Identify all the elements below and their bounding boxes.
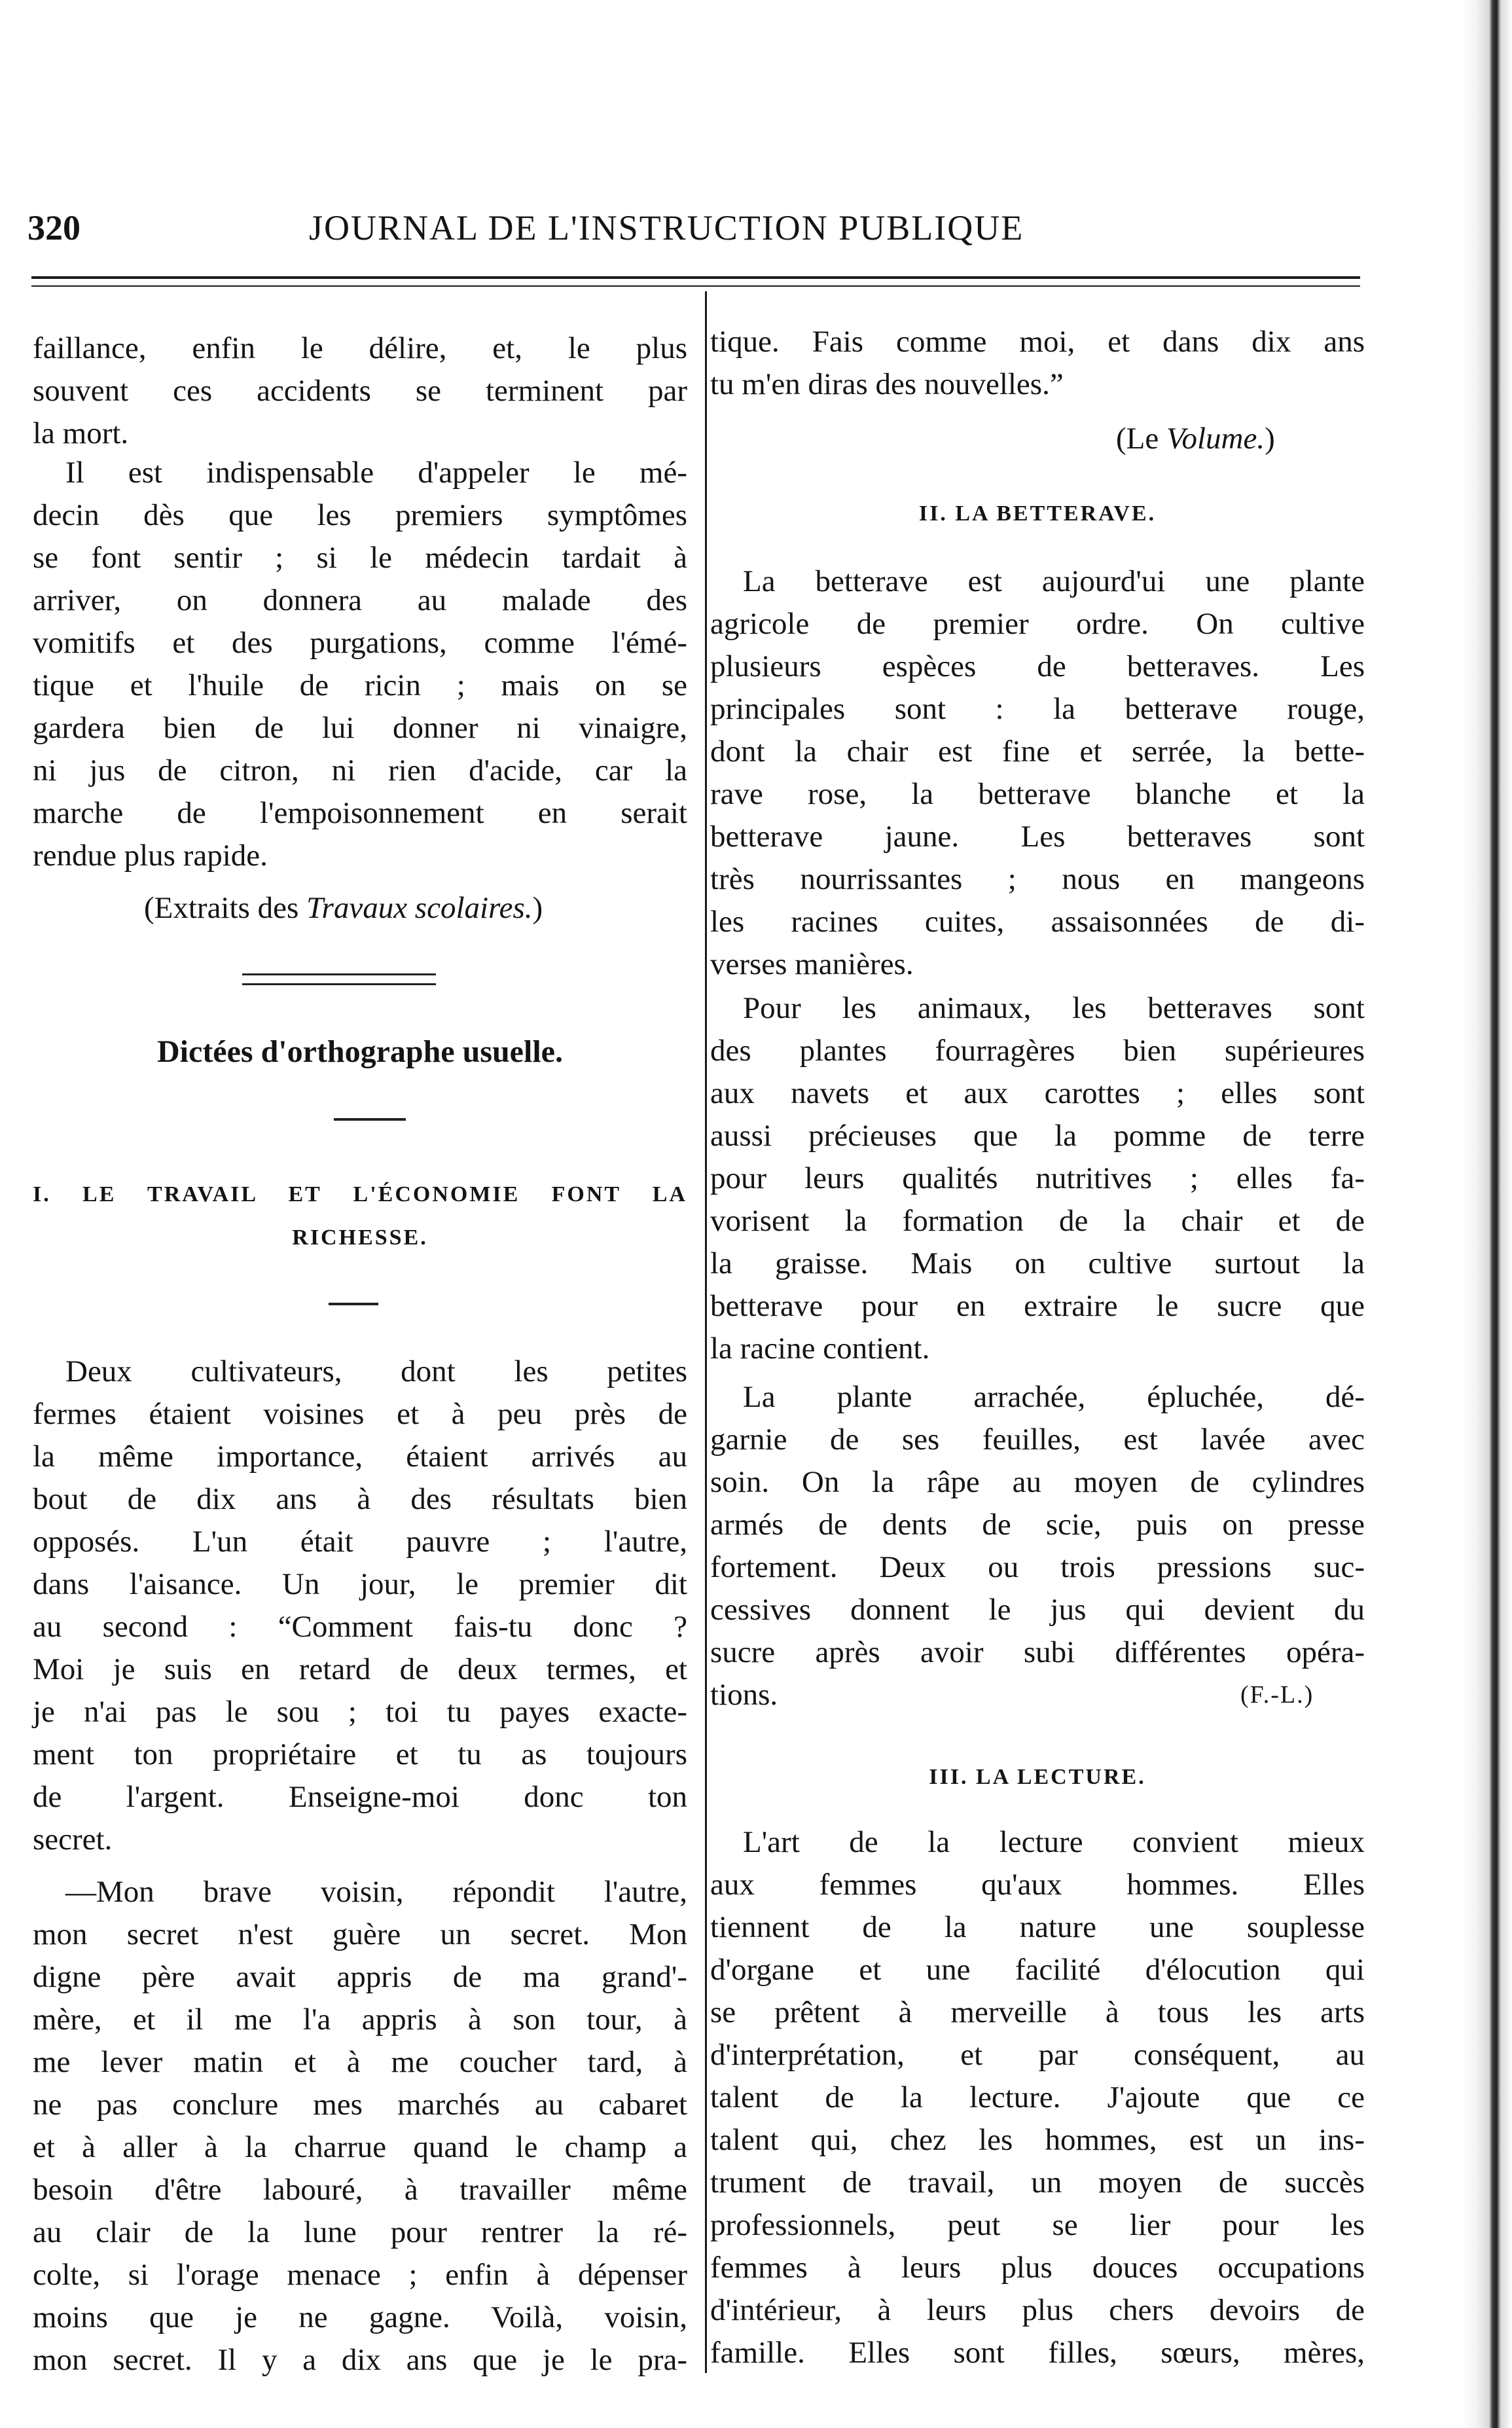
text-line: Deux cultivateurs, dont les petites xyxy=(65,1354,687,1388)
text-line: trument de travail, un moyen de succès xyxy=(710,2165,1365,2200)
right-para-5 xyxy=(710,1821,1365,2374)
text-line: digne père avait appris de ma grand'- xyxy=(33,1960,687,1994)
text-line: verses manières. xyxy=(710,947,914,981)
header-rule xyxy=(31,276,1360,279)
text-line: opposés. L'un était pauvre ; l'autre, xyxy=(33,1525,687,1559)
text-line: soin. On la râpe au moyen de cylindres xyxy=(710,1465,1365,1499)
text-line: Moi je suis en retard de deux termes, et xyxy=(33,1652,687,1686)
para-4-last-line xyxy=(710,1674,1365,1716)
text-line: la graisse. Mais on cultive surtout la xyxy=(710,1246,1365,1280)
text-line: colte, si l'orage menace ; enfin à dépenser xyxy=(33,2258,687,2292)
running-header xyxy=(27,208,1363,247)
text-line: besoin d'être labouré, à travailler même xyxy=(33,2173,687,2207)
text-line: tiennent de la nature une souplesse xyxy=(710,1910,1365,1944)
left-para-2 xyxy=(33,452,687,877)
text-line: souvent ces accidents se terminent par xyxy=(33,374,687,408)
text-line: la racine contient. xyxy=(710,1332,930,1366)
text-line: principales sont : la betterave rouge, xyxy=(710,692,1365,726)
text-line: je n'ai pas le sou ; toi tu payes exacte- xyxy=(33,1695,687,1729)
text-line: moins que je ne gagne. Voilà, voisin, xyxy=(33,2300,687,2334)
text-line: secret. xyxy=(33,1822,113,1857)
text-line: la même importance, étaient arrivés au xyxy=(33,1440,687,1474)
text-line: Il est indispensable d'appeler le mé- xyxy=(65,456,687,490)
text-line: gardera bien de lui donner ni vinaigre, xyxy=(33,711,687,745)
text-line: d'organe et une facilité d'élocution qui xyxy=(710,1953,1365,1987)
short-rule-1 xyxy=(334,1118,406,1121)
text-line: decin dès que les premiers symptômes xyxy=(33,498,687,532)
text-line: la mort. xyxy=(33,416,129,450)
text-line: rendue plus rapide. xyxy=(33,839,268,873)
text-line: armés de dents de scie, puis on presse xyxy=(710,1508,1365,1542)
source-volume-suffix: ) xyxy=(1265,422,1275,456)
text-line: aussi précieuses que la pomme de terre xyxy=(710,1119,1365,1153)
right-para-1 xyxy=(710,321,1365,406)
source-suffix: ) xyxy=(532,891,543,925)
right-para-2 xyxy=(710,560,1365,986)
text-line: agricole de premier ordre. On cultive xyxy=(710,607,1365,641)
text-line: femmes à leurs plus douces occupations xyxy=(710,2251,1365,2285)
text-line: L'art de la lecture convient mieux xyxy=(743,1825,1365,1859)
text-line: faillance, enfin le délire, et, le plus xyxy=(33,331,687,365)
text-line: fermes étaient voisines et à peu près de xyxy=(33,1397,687,1431)
subsection-3-heading: III. LA LECTURE. xyxy=(929,1765,1146,1789)
text-line: talent qui, chez les hommes, est un ins- xyxy=(710,2123,1365,2157)
text-line: aux femmes qu'aux hommes. Elles xyxy=(710,1868,1365,1902)
source-volume-italic: Volume. xyxy=(1166,422,1265,456)
text-line: ment ton propriétaire et tu as toujours xyxy=(33,1737,687,1771)
text-line: ni jus de citron, ni rien d'acide, car la xyxy=(33,753,687,788)
column-divider xyxy=(705,291,707,2373)
subsection-1-heading xyxy=(33,1178,687,1211)
text-line: sucre après avoir subi différentes opéra- xyxy=(710,1635,1365,1669)
left-para-1 xyxy=(33,327,687,455)
para-4-last-text: tions. xyxy=(710,1678,778,1712)
right-para-3 xyxy=(710,987,1365,1370)
text-line: La betterave est aujourd'ui une plante xyxy=(743,564,1365,598)
subsection-1-line-1: I. LE TRAVAIL ET L'ÉCONOMIE FONT LA xyxy=(33,1182,687,1206)
text-line: aux navets et aux carottes ; elles sont xyxy=(710,1076,1365,1110)
subsection-2-heading: II. LA BETTERAVE. xyxy=(918,501,1157,526)
source-prefix: (Extraits des xyxy=(144,891,306,925)
text-line: professionnels, peut se lier pour les xyxy=(710,2208,1365,2242)
text-line: mère, et il me l'a appris à son tour, à xyxy=(33,2002,687,2037)
text-line: dans l'aisance. Un jour, le premier dit xyxy=(33,1567,687,1601)
page-number: 320 xyxy=(27,208,81,247)
subsection-1-line-2: RICHESSE. xyxy=(292,1225,428,1250)
right-para-4 xyxy=(710,1376,1365,1674)
section-heading: Dictées d'orthographe usuelle. xyxy=(157,1034,563,1069)
source-fl: (F.-L.) xyxy=(1240,1681,1314,1709)
text-line: d'interprétation, et par conséquent, au xyxy=(710,2038,1365,2072)
text-line: pour leurs qualités nutritives ; elles fa- xyxy=(710,1161,1365,1195)
text-line: fortement. Deux ou trois pressions suc- xyxy=(710,1550,1365,1584)
short-rule-2 xyxy=(329,1303,378,1305)
text-line: se prêtent à merveille à tous les arts xyxy=(710,1995,1365,2029)
text-line: vomitifs et des purgations, comme l'émé- xyxy=(33,626,687,660)
text-line: mon secret n'est guère un secret. Mon xyxy=(33,1917,687,1951)
text-line: des plantes fourragères bien supérieures xyxy=(710,1034,1365,1068)
source-italic: Travaux scolaires. xyxy=(306,891,533,925)
text-line: se font sentir ; si le médecin tardait à xyxy=(33,541,687,575)
text-line: marche de l'empoisonnement en serait xyxy=(33,796,687,830)
text-line: très nourrissantes ; nous en mangeons xyxy=(710,862,1365,896)
text-line: cessives donnent le jus qui devient du xyxy=(710,1593,1365,1627)
text-line: La plante arrachée, épluchée, dé- xyxy=(743,1380,1365,1414)
text-line: les racines cuites, assaisonnées de di- xyxy=(710,905,1365,939)
source-volume-prefix: (Le xyxy=(1116,422,1166,456)
text-line: vorisent la formation de la chair et de xyxy=(710,1204,1365,1238)
left-para-3 xyxy=(33,1350,687,1861)
left-para-4 xyxy=(33,1871,687,2382)
text-line: —Mon brave voisin, répondit l'autre, xyxy=(65,1875,687,1909)
text-line: bout de dix ans à des résultats bien xyxy=(33,1482,687,1516)
text-line: betterave pour en extraire le sucre que xyxy=(710,1289,1365,1323)
journal-title: JOURNAL DE L'INSTRUCTION PUBLIQUE xyxy=(309,208,1024,247)
source-volume xyxy=(1116,418,1275,460)
text-line: dont la chair est fine et serrée, la bette- xyxy=(710,734,1365,769)
text-line: garnie de ses feuilles, est lavée avec xyxy=(710,1422,1365,1457)
right-para-4-last xyxy=(710,1674,1365,1716)
text-line: me lever matin et à me coucher tard, à xyxy=(33,2045,687,2079)
text-line: mon secret. Il y a dix ans que je le pra- xyxy=(33,2343,687,2377)
text-line: rave rose, la betterave blanche et la xyxy=(710,777,1365,811)
text-line: plusieurs espèces de betteraves. Les xyxy=(710,649,1365,683)
text-line: au second : “Comment fais-tu donc ? xyxy=(33,1610,687,1644)
text-line: tique et l'huile de ricin ; mais on se xyxy=(33,668,687,702)
text-line: de l'argent. Enseigne-moi donc ton xyxy=(33,1780,687,1814)
text-line: tique. Fais comme moi, et dans dix ans xyxy=(710,325,1365,359)
text-line: au clair de la lune pour rentrer la ré- xyxy=(33,2215,687,2249)
text-line: talent de la lecture. J'ajoute que ce xyxy=(710,2080,1365,2114)
text-line: et à aller à la charrue quand le champ a xyxy=(33,2130,687,2164)
text-line: famille. Elles sont filles, sœurs, mères, xyxy=(710,2336,1365,2370)
text-line: d'intérieur, à leurs plus chers devoirs de xyxy=(710,2293,1365,2327)
section-separator xyxy=(242,973,436,985)
text-line: arriver, on donnera au malade des xyxy=(33,583,687,617)
header-rule-thin xyxy=(31,285,1360,287)
text-line: ne pas conclure mes marchés au cabaret xyxy=(33,2088,687,2122)
scan-edge xyxy=(1461,0,1512,2428)
source-travaux xyxy=(144,887,543,930)
text-line: betterave jaune. Les betteraves sont xyxy=(710,820,1365,854)
text-line: Pour les animaux, les betteraves sont xyxy=(743,991,1365,1025)
text-line: tu m'en diras des nouvelles.” xyxy=(710,367,1064,401)
